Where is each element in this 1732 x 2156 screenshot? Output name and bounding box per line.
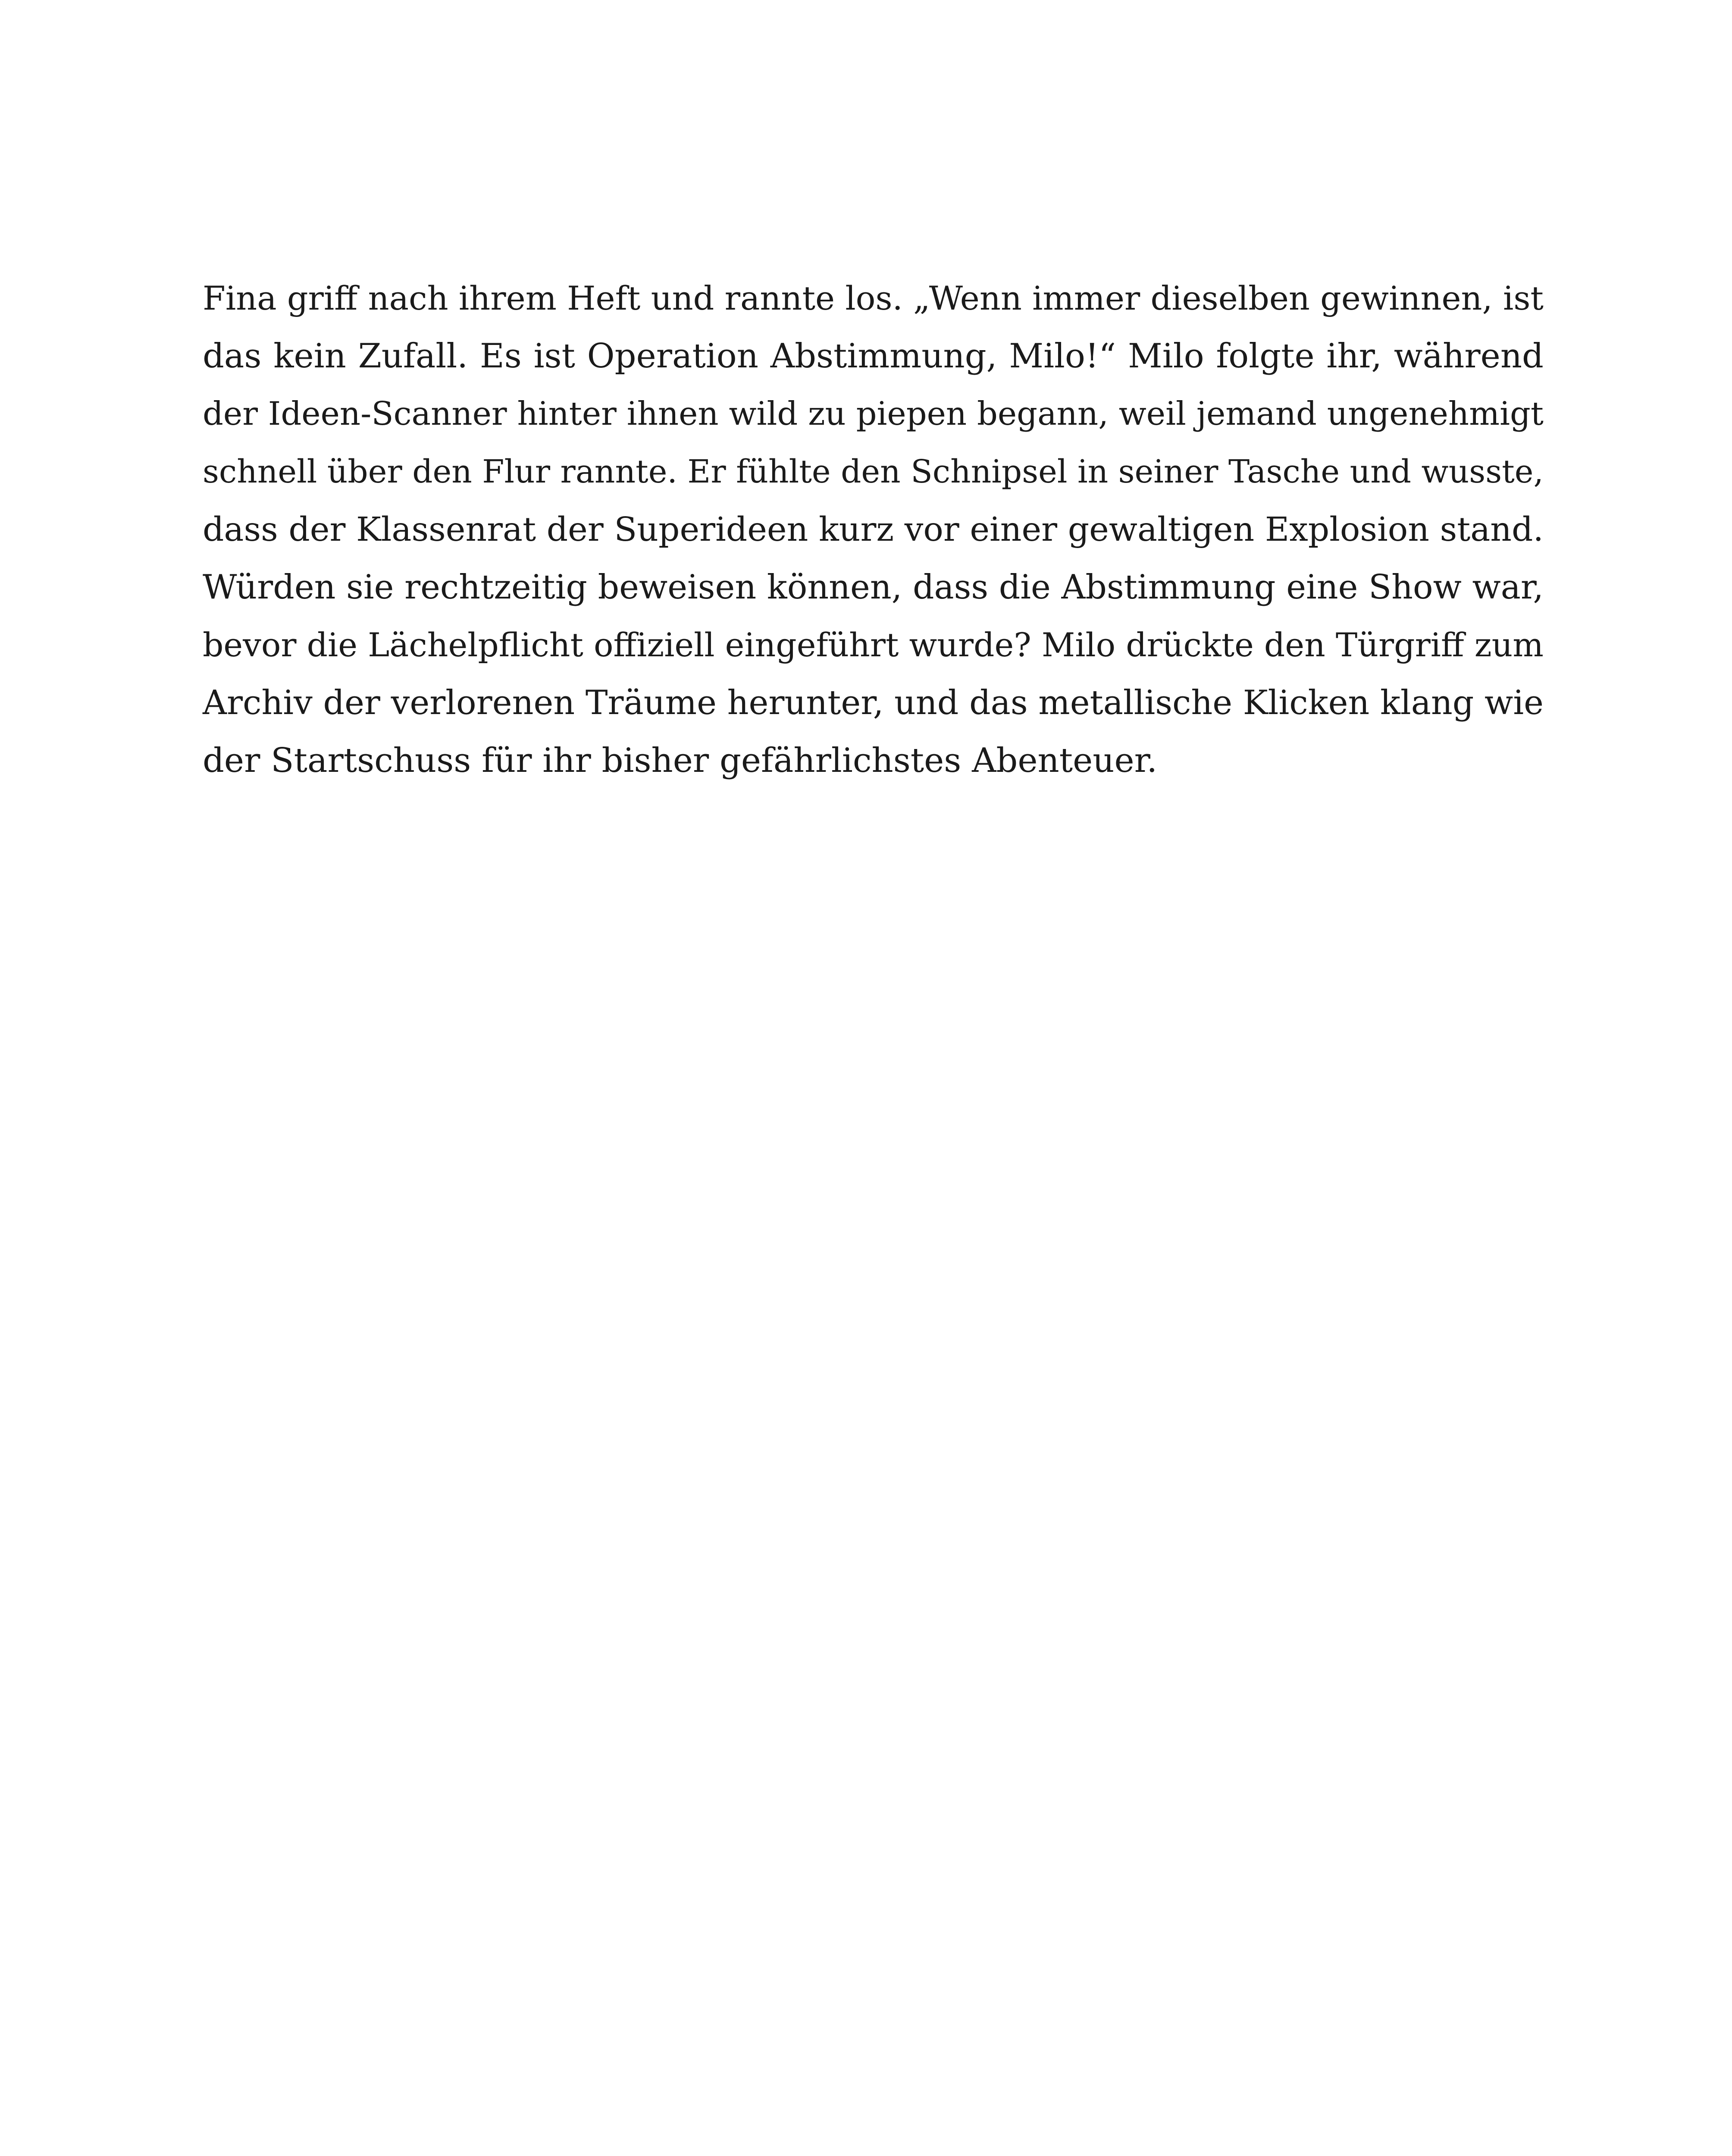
paragraph-line-7: bevor die Lächelpflicht offiziell eingeführt wurde? Milo drückte den Türgriff zum [203,626,1544,664]
paragraph-line-6: Würden sie rechtzeitig beweisen können, dass die Abstimmung eine Show war, [203,568,1544,607]
paragraph-line-2: das kein Zufall. Es ist Operation Abstimmung, Milo!“ Milo folgte ihr, während [203,337,1544,376]
paragraph-line-5: dass der Klassenrat der Superideen kurz vor einer gewaltigen Explosion stand. [203,510,1544,549]
paragraph-line-9: der Startschuss für ihr bisher gefährlichstes Abenteuer. [203,741,1158,780]
paragraph-line-4: schnell über den Flur rannte. Er fühlte den Schnipsel in seiner Tasche und wusste, [203,453,1544,490]
body-paragraph [203,270,1544,790]
paragraph-line-3: der Ideen-Scanner hinter ihnen wild zu piepen begann, weil jemand ungenehmigt [203,395,1544,432]
paragraph-line-8: Archiv der verlorenen Träume herunter, und das metallische Klicken klang wie [203,683,1544,722]
paragraph-line-1: Fina griff nach ihrem Heft und rannte los. „Wenn immer dieselben gewinnen, ist [203,279,1544,317]
